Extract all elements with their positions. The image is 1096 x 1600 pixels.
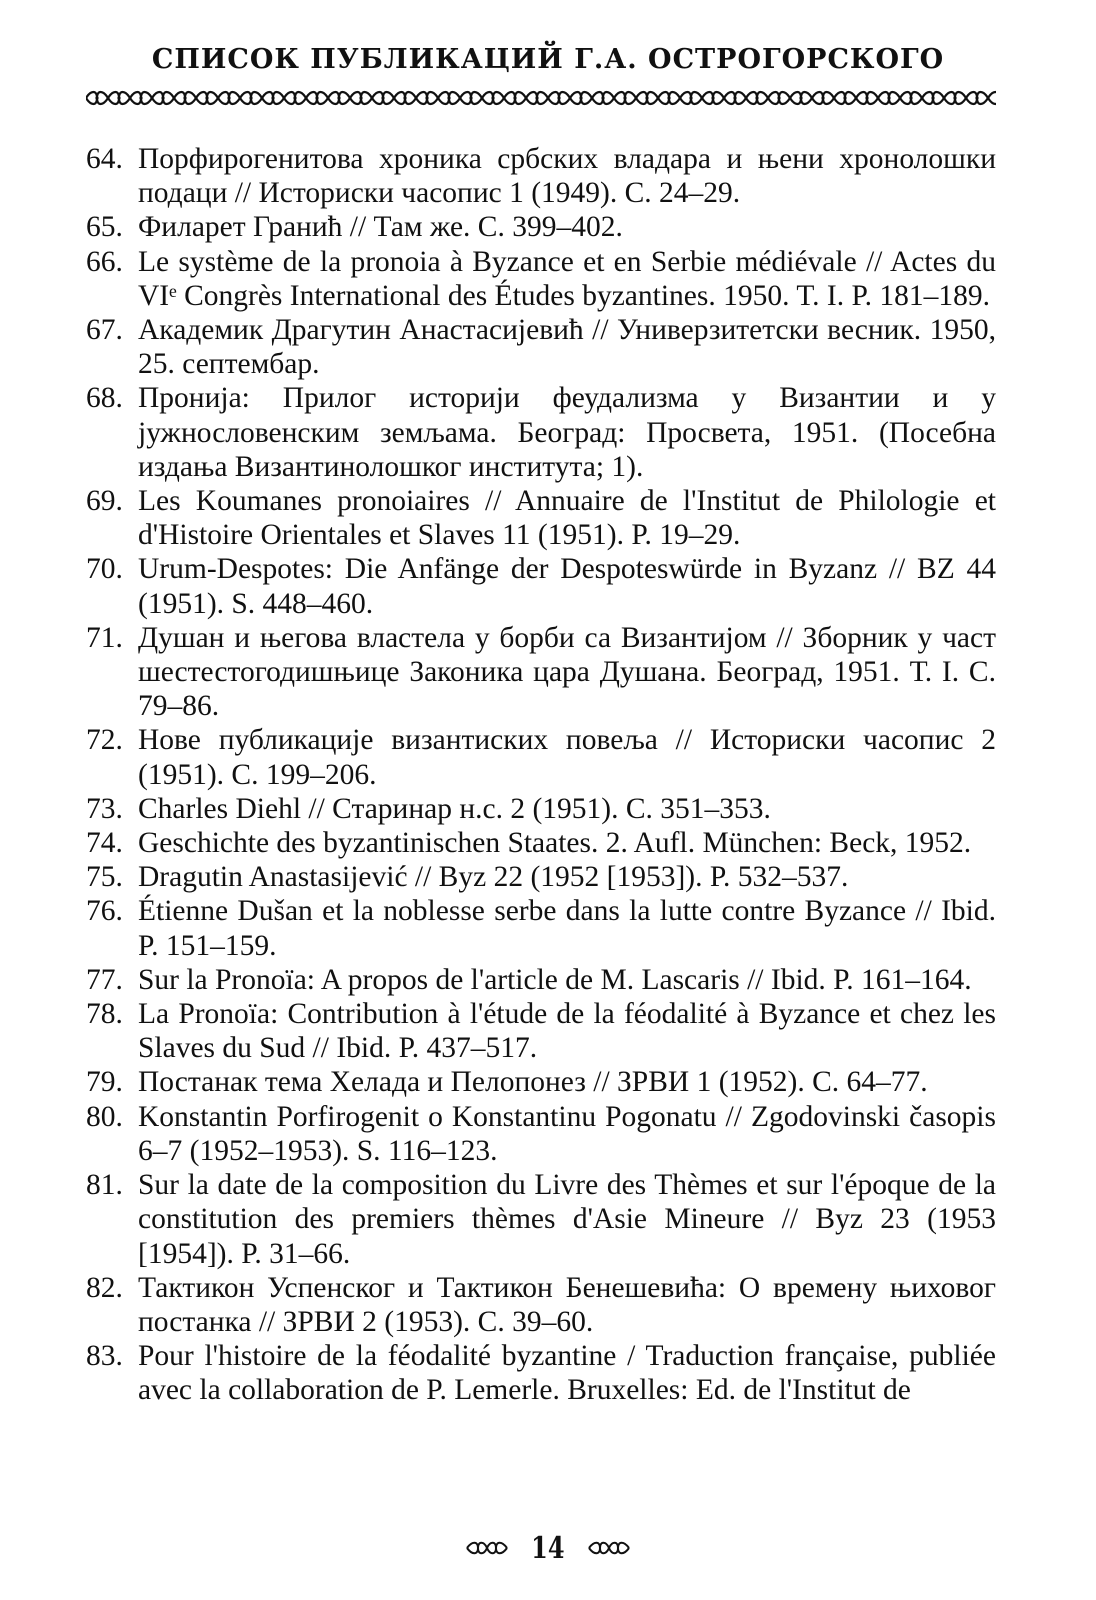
publication-entry [86,860,996,894]
entry-citation: Порфирогенитова хроника србских владара и њени хронолошки подаци // Историски часопис 1 (1949). С. 24–29. [138,143,996,210]
entry-citation: La Pronoïa: Contribution à l'étude de la féodalité à Byzance et chez les Slaves du Sud // Ibid. P. 437–517. [138,998,996,1065]
entry-number: 80. [86,1100,123,1133]
publication-entry [86,142,996,210]
publication-entry [86,1168,996,1271]
publication-entry [86,1065,996,1099]
entry-number: 76. [86,895,123,928]
entry-citation: Les Koumanes pronoiaires // Annuaire de l'Institut de Philologie et d'Histoire Orientales et Slaves 11 (1951). P. 19–29. [138,485,996,552]
publication-entry [86,245,996,313]
publication-entry [86,1100,996,1168]
entry-citation: Konstantin Porfirogenit o Konstantinu Pogonatu // Zgodovinski časopis 6–7 (1952–1953). S. 116–123. [138,1100,996,1167]
publication-entry [86,1339,996,1407]
publication-entry [86,723,996,791]
entry-number: 70. [86,553,123,586]
entry-number: 71. [86,621,123,654]
publication-entry [86,894,996,962]
publication-entry [86,381,996,484]
publication-entry [86,552,996,620]
publication-entry [86,1271,996,1339]
page-number: 14 [531,1530,565,1566]
entry-number: 67. [86,314,123,347]
publication-entry [86,963,996,997]
entry-citation: Geschichte des byzantinischen Staates. 2. Aufl. München: Beck, 1952. [138,827,972,860]
entry-number: 73. [86,792,123,825]
entry-citation: Étienne Dušan et la noblesse serbe dans la lutte contre Byzance // Ibid. P. 151–159. [138,895,996,962]
left-ornament-icon [465,1540,509,1556]
entry-citation: Постанак тема Хелада и Пелопонез // ЗРВИ 1 (1952). С. 64–77. [138,1066,928,1099]
entry-number: 72. [86,724,123,757]
decorative-border [86,88,996,108]
entry-citation: Тактикон Успенског и Тактикон Бенешевића: О времену њиховог постанка // ЗРВИ 2 (1953). С. 39–60. [138,1271,996,1338]
publication-entry [86,313,996,381]
entry-number: 77. [86,963,123,996]
entry-citation: Urum-Despotes: Die Anfänge der Despoteswürde in Byzanz // BZ 44 (1951). S. 448–460. [138,553,996,620]
entry-number: 64. [86,143,123,175]
entry-number: 66. [86,245,123,278]
entry-number: 69. [86,485,123,518]
page-footer [0,1528,1096,1568]
entry-number: 68. [86,382,123,415]
entry-number: 83. [86,1340,123,1373]
entry-number: 65. [86,211,123,244]
entry-citation: Sur la date de la composition du Livre des Thèmes et sur l'époque de la constitution des premiers thèmes d'Asie Mineure // Byz 23 (1953 [1954]). P. 31–66. [138,1169,996,1270]
publication-entry [86,826,996,860]
publication-entry [86,210,996,244]
entry-number: 75. [86,861,123,894]
entry-citation: Филарет Гранић // Там же. С. 399–402. [138,211,623,244]
right-ornament-icon [587,1540,631,1556]
publication-entry [86,997,996,1065]
entry-citation: Le système de la pronoia à Byzance et en Serbie médiévale // Actes du VIᵉ Congrès International des Études byzantines. 1950. T. I. P. 181–189. [138,245,996,312]
publication-entry [86,484,996,552]
publication-entry [86,792,996,826]
entry-number: 78. [86,998,123,1031]
publication-entry [86,621,996,724]
entry-citation: Академик Драгутин Анастасијевић // Универзитетски весник. 1950, 25. септембар. [138,314,996,381]
entry-citation: Душан и његова властела у борби са Византијом // Зборник у част шестестогодишњице Законика цара Душана. Београд, 1951. Т. I. С. 79–86. [138,621,996,723]
entry-citation: Sur la Pronoïa: A propos de l'article de M. Lascaris // Ibid. P. 161–164. [138,963,972,996]
entry-number: 82. [86,1271,123,1304]
entry-number: 79. [86,1066,123,1099]
entry-citation: Pour l'histoire de la féodalité byzantine / Traduction française, publiée avec la collaboration de P. Lemerle. Bruxelles: Ed. de l'Institut de [138,1340,996,1407]
entry-number: 74. [86,827,123,860]
publication-list [86,142,996,1408]
entry-citation: Пронија: Прилог историји феудализма у Византии и у јужнословенским земљама. Београд: Просвета, 1951. (Посебна издања Византинолошког института; 1). [138,382,996,483]
running-header: СПИСОК ПУБЛИКАЦИЙ Г.А. ОСТРОГОРСКОГО [151,44,945,75]
entry-number: 81. [86,1169,123,1202]
entry-citation: Нове публикације византиских повеља // Историски часопис 2 (1951). С. 199–206. [138,724,996,791]
entry-citation: Dragutin Anastasijević // Byz 22 (1952 [1953]). P. 532–537. [138,861,849,894]
entry-citation: Charles Diehl // Старинар н.с. 2 (1951). С. 351–353. [138,792,771,825]
